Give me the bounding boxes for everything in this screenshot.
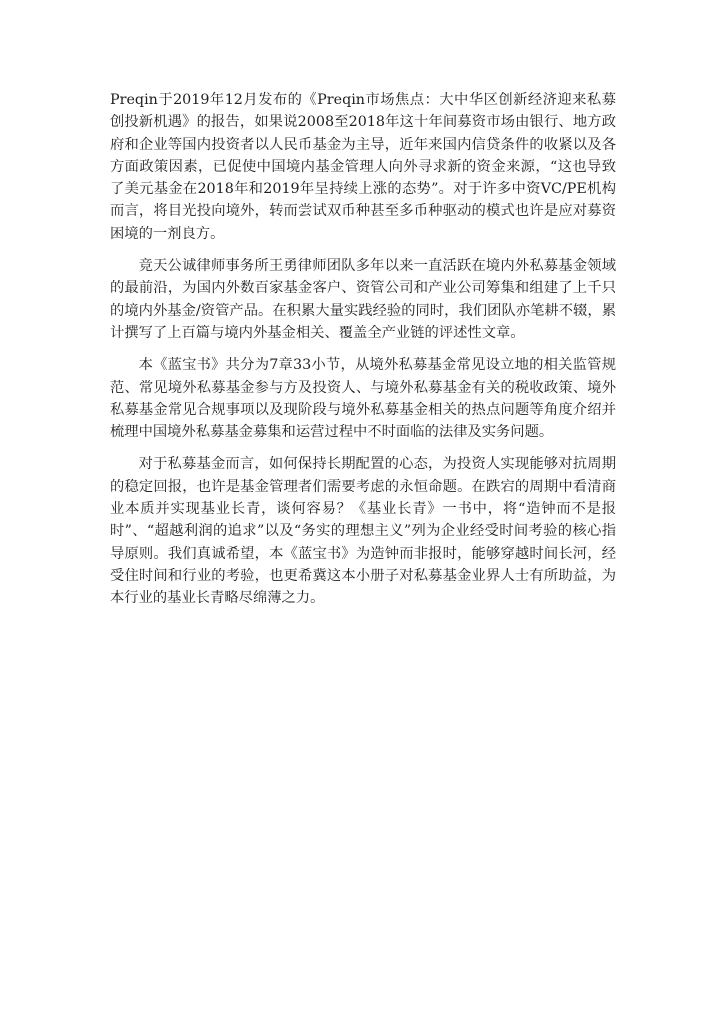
document-body <box>110 89 616 620</box>
paragraph-4: 对于私募基金而言，如何保持长期配置的心态，为投资人实现能够对抗周期的稳定回报，也许是基金管理者们需要考虑的永恒命题。在跌宕的周期中看清商业本质并实现基业长青，谈何容易？《基业长青》一书中，将“造钟而不是报时”、“超越利润的追求”以及“务实的理想主义”列为企业经受时间考验的核心指导原则。我们真诚希望，本《蓝宝书》为造钟而非报时，能够穿越时间长河，经受住时间和行业的考验，也更希冀这本小册子对私募基金业界人士有所助益，为本行业的基业长青略尽绵薄之力。 <box>110 456 616 607</box>
paragraph-2: 竞天公诚律师事务所王勇律师团队多年以来一直活跃在境内外私募基金领域的最前沿，为国内外数百家基金客户、资管公司和产业公司筹集和组建了上千只的境内外基金/资管产品。在积累大量实践经验的同时，我们团队亦笔耕不辍，累计撰写了上百篇与境内外基金相关、覆盖全产业链的评述性文章。 <box>110 258 616 341</box>
paragraph-1: Preqin于2019年12月发布的《Preqin市场焦点：大中华区创新经济迎来私募创投新机遇》的报告，如果说2008至2018年这十年间募资市场由银行、地方政府和企业等国内投资者以人民币基金为主导，近年来国内信贷条件的收紧以及各方面政策因素，已促使中国境内基金管理人向外寻求新的资金来源，“这也导致了美元基金在2018年和2019年呈持续上涨的态势”。对于许多中资VC/PE机构而言，将目光投向境外，转而尝试双币种甚至多币种驱动的模式也许是应对募资困境的一剂良方。 <box>110 92 616 242</box>
paragraph-3: 本《蓝宝书》共分为7章33小节，从境外私募基金常见设立地的相关监管规范、常见境外私募基金参与方及投资人、与境外私募基金有关的税收政策、境外私募基金常见合规事项以及现阶段与境外私募基金相关的热点问题等角度介绍并梳理中国境外私募基金募集和运营过程中不时面临的法律及实务问题。 <box>110 357 616 441</box>
